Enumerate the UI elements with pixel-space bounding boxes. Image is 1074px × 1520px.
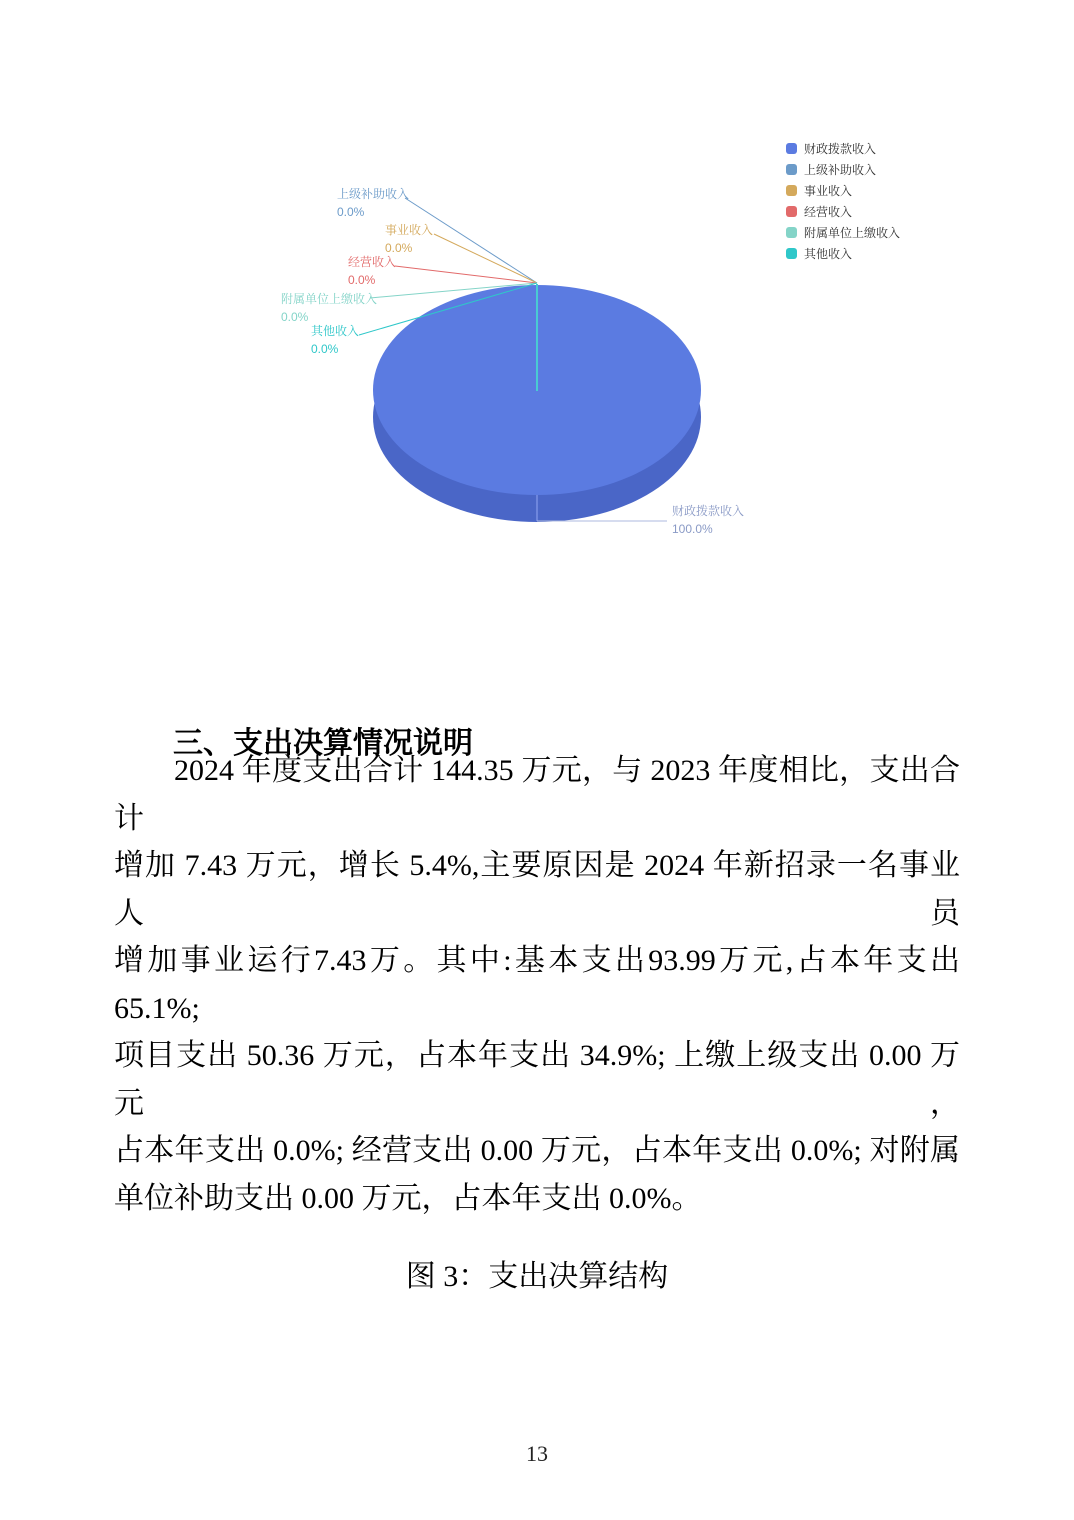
pie-label-name: 事业收入 (385, 223, 434, 237)
legend-item-qita (786, 243, 900, 264)
legend-item-shangjibuzhu (786, 159, 900, 180)
paragraph-line: 2024 年度支出合计 144.35 万元，与 2023 年度相比，支出合计 (114, 754, 960, 835)
body-paragraph (114, 747, 960, 1222)
pie-3d-graphic (0, 0, 1074, 620)
legend-item-jingying (786, 201, 900, 222)
leader-line-shiye (434, 234, 537, 283)
pie-label-value: 100.0% (672, 522, 713, 536)
legend-swatch-icon (786, 185, 797, 196)
pie-label-shangjibuzhu (337, 185, 409, 221)
page-number: 13 (526, 1441, 548, 1466)
legend-label: 其他收入 (804, 247, 853, 261)
pie-label-fushudanwei (281, 290, 377, 326)
pie-label-caizhengbokuan (672, 502, 744, 538)
pie-label-value: 0.0% (311, 342, 339, 356)
paragraph-line: 项目支出 50.36 万元，占本年支出 34.9%; 上缴上级支出 0.00 万元， (114, 1039, 960, 1120)
legend-swatch-icon (786, 164, 797, 175)
paragraph-line: 占本年支出 0.0%; 经营支出 0.00 万元，占本年支出 0.0%; 对附属 (114, 1134, 960, 1167)
legend-item-fushudanwei (786, 222, 900, 243)
pie-label-shiye (385, 221, 433, 257)
pie-label-name: 财政拨款收入 (672, 504, 745, 518)
pie-label-value: 0.0% (281, 310, 309, 324)
legend-swatch-icon (786, 143, 797, 154)
section-heading: 三、支出决算情况说明 (173, 726, 473, 760)
pie-label-name: 上级补助收入 (337, 187, 410, 201)
legend-item-shiye (786, 180, 900, 201)
pie-label-name: 附属单位上缴收入 (281, 292, 378, 306)
legend-label: 财政拨款收入 (804, 142, 877, 156)
chart-legend (786, 138, 900, 264)
paragraph-line: 增加 7.43 万元，增长 5.4%,主要原因是 2024 年新招录一名事业人员 (114, 849, 960, 930)
legend-label: 附属单位上缴收入 (804, 226, 901, 240)
pie-label-name: 其他收入 (311, 324, 360, 338)
pie-label-name: 经营收入 (348, 255, 397, 269)
paragraph-line: 增加事业运行7.43万。其中:基本支出93.99万元,占本年支出65.1%; (114, 944, 960, 1025)
expenditure-pie-chart (0, 0, 1074, 620)
legend-item-caizhengbokuan (786, 138, 900, 159)
legend-swatch-icon (786, 227, 797, 238)
legend-swatch-icon (786, 206, 797, 217)
pie-label-value: 0.0% (337, 205, 365, 219)
paragraph-line: 单位补助支出 0.00 万元，占本年支出 0.0%。 (114, 1181, 702, 1215)
legend-label: 事业收入 (804, 184, 853, 198)
legend-label: 上级补助收入 (804, 163, 877, 177)
leader-line-jingying (395, 266, 537, 283)
legend-swatch-icon (786, 248, 797, 259)
pie-label-value: 0.0% (348, 273, 376, 287)
pie-label-value: 0.0% (385, 241, 413, 255)
legend-label: 经营收入 (804, 205, 853, 219)
figure-caption: 图 3：支出决算结构 (405, 1260, 669, 1293)
pie-label-jingying (348, 253, 396, 289)
pie-label-qita (311, 322, 359, 358)
